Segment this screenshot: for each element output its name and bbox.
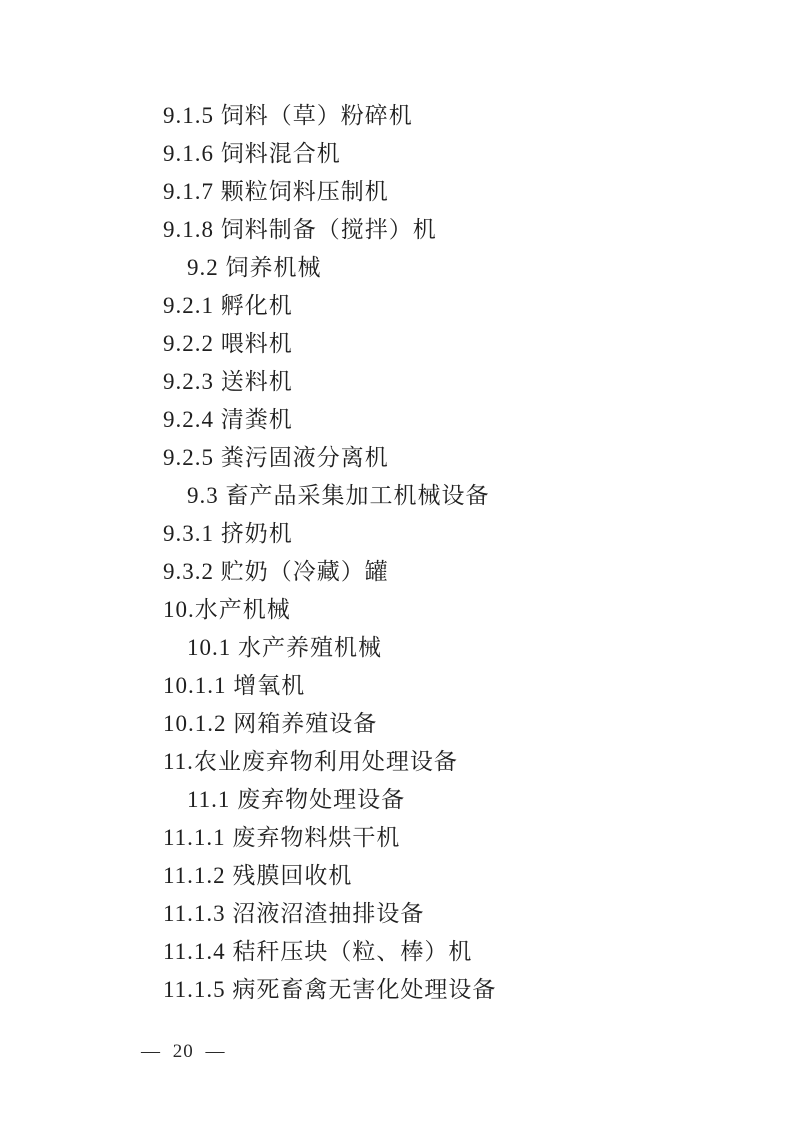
list-item: 9.2.4 清粪机 [163, 407, 293, 432]
list-item: 9.2.1 孵化机 [163, 293, 293, 318]
list-item: 11.1.5 病死畜禽无害化处理设备 [163, 977, 497, 1002]
list-item: 9.2.3 送料机 [163, 369, 293, 394]
list-item: 9.2.2 喂料机 [163, 331, 293, 356]
list-item: 10.1 水产养殖机械 [187, 635, 382, 660]
list-item: 9.2 饲养机械 [187, 255, 322, 280]
list-item: 9.1.5 饲料（草）粉碎机 [163, 103, 413, 128]
page-footer [141, 1041, 226, 1063]
list-item: 9.1.8 饲料制备（搅拌）机 [163, 217, 437, 242]
list-item: 9.3.2 贮奶（冷藏）罐 [163, 559, 389, 584]
list-item: 11.1 废弃物处理设备 [187, 787, 406, 812]
list-item: 9.1.6 饲料混合机 [163, 141, 341, 166]
list-item: 11.1.4 秸秆压块（粒、棒）机 [163, 939, 473, 964]
list-item: 11.1.2 残膜回收机 [163, 863, 353, 888]
page-number: — 20 — [141, 1041, 226, 1062]
list-item: 9.3 畜产品采集加工机械设备 [187, 483, 490, 508]
list-item: 10.1.1 增氧机 [163, 673, 306, 698]
list-item: 9.3.1 挤奶机 [163, 521, 293, 546]
list-item: 10.1.2 网箱养殖设备 [163, 711, 378, 736]
list-item: 11.1.1 废弃物料烘干机 [163, 825, 401, 850]
list-item: 10.水产机械 [163, 597, 291, 622]
list-item: 9.2.5 粪污固液分离机 [163, 445, 389, 470]
list-item: 11.1.3 沼液沼渣抽排设备 [163, 901, 425, 926]
list-item: 11.农业废弃物利用处理设备 [163, 749, 458, 774]
list-item: 9.1.7 颗粒饲料压制机 [163, 179, 389, 204]
outline-list [0, 97, 794, 1009]
